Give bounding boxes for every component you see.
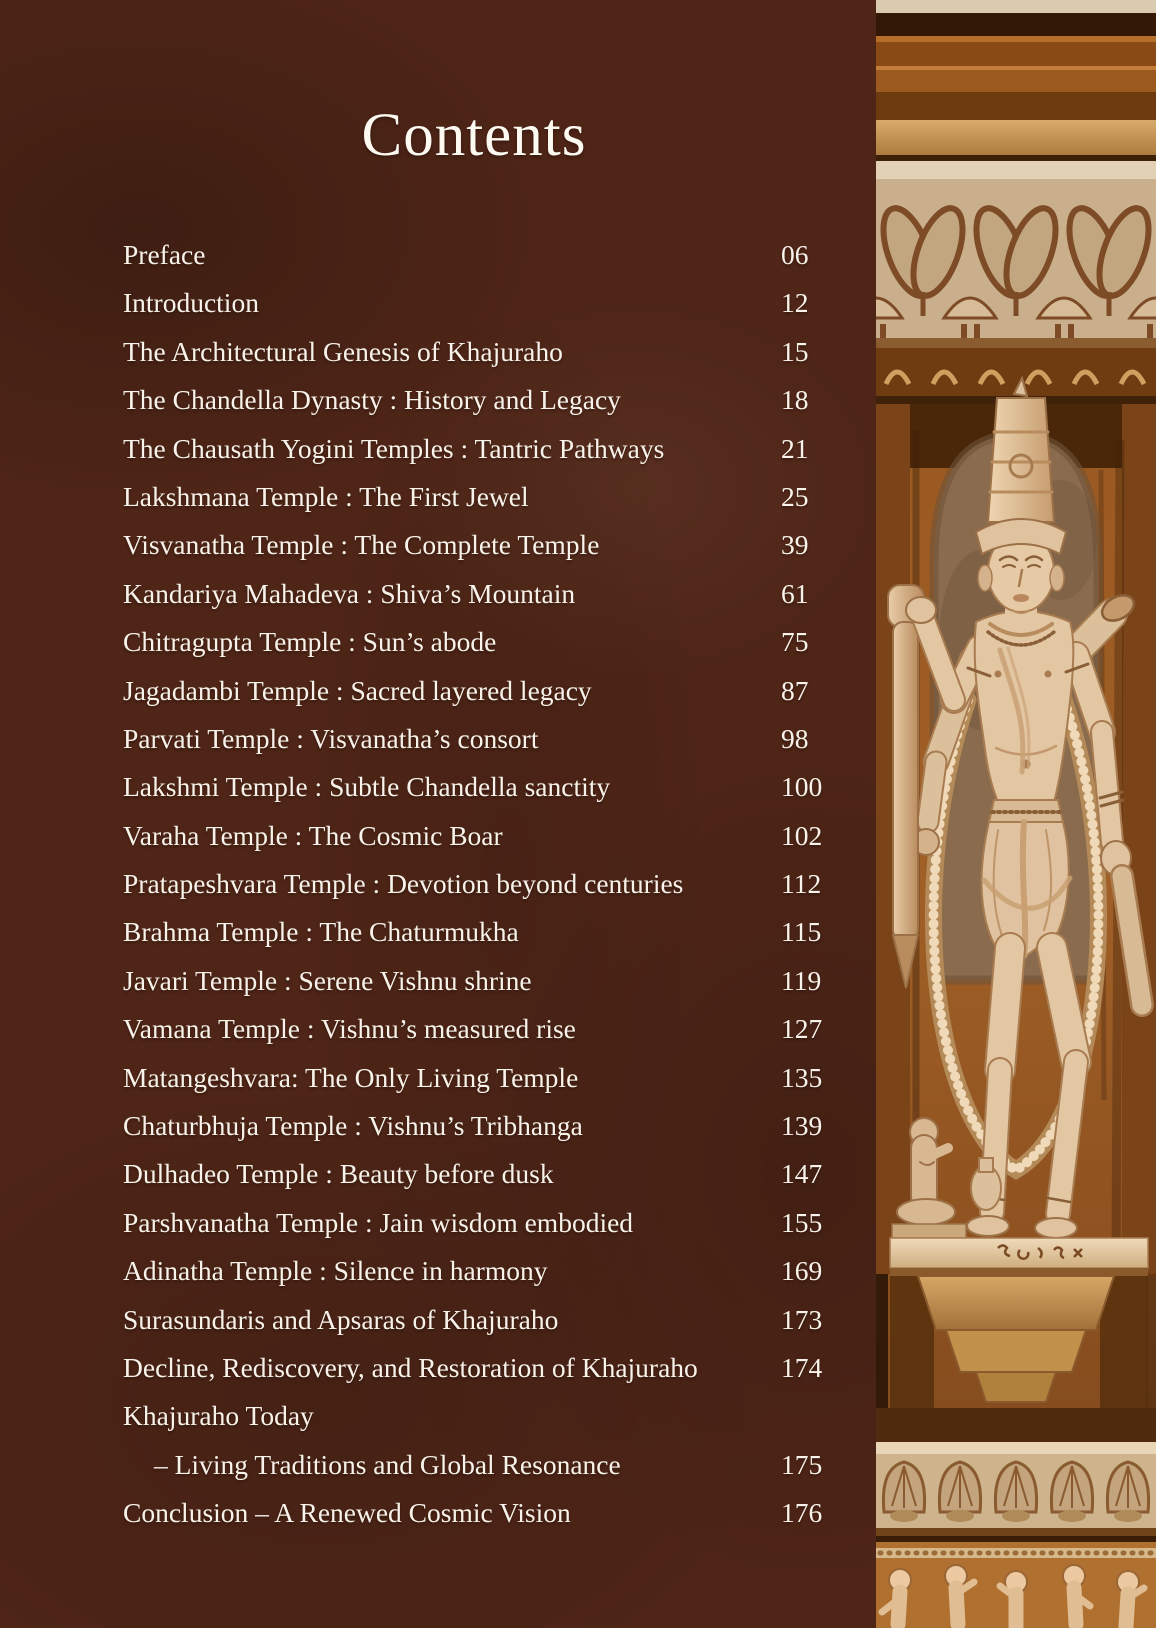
toc-entry-page-number: 127 [781,1013,823,1045]
toc-entry-label: Vamana Temple : Vishnu’s measured rise [123,1013,576,1045]
toc-entry-label: Adinatha Temple : Silence in harmony [123,1255,548,1287]
toc-entry-label: Jagadambi Temple : Sacred layered legacy [123,674,592,706]
toc-entry-label: – Living Traditions and Global Resonance [154,1448,621,1480]
toc-entry-label: Surasundaris and Apsaras of Khajuraho [123,1303,559,1335]
toc-entry [123,1199,825,1247]
toc-entry [123,957,825,1005]
toc-entry-label: Chaturbhuja Temple : Vishnu’s Tribhanga [123,1110,583,1142]
toc-entry-page-number: 135 [781,1061,823,1093]
toc-entry-label: Matangeshvara: The Only Living Temple [123,1061,579,1093]
toc-entry [123,231,825,279]
toc-entry [123,1489,825,1537]
toc-entry-page-number: 174 [781,1351,823,1383]
top-moldings [876,13,1156,161]
toc-entry-page-number: 147 [781,1158,823,1190]
toc-entry-label: Dulhadeo Temple : Beauty before dusk [123,1158,554,1190]
toc-entry [123,521,825,569]
toc-entry-label: Decline, Rediscovery, and Restoration of Khajuraho [123,1351,698,1383]
toc-entry-page-number: 87 [781,674,809,706]
toc-entry [123,763,825,811]
toc-entry [123,1392,825,1440]
toc-entry-page-number: 115 [781,916,822,948]
toc-entry-label: Lakshmi Temple : Subtle Chandella sanctity [123,771,611,803]
toc-entry-label: The Chausath Yogini Temples : Tantric Pathways [123,432,665,464]
toc-entry-label: Parvati Temple : Visvanatha’s consort [123,722,539,754]
toc-entry [123,1441,825,1489]
toc-entry [123,328,825,376]
toc-entry [123,715,825,763]
page-title: Contents [361,102,587,169]
toc-entry-page-number: 25 [781,480,809,512]
leaf-frieze [876,161,1156,348]
toc-entry-label: Chitragupta Temple : Sun’s abode [123,626,497,658]
toc-entry [123,1296,825,1344]
toc-entry [123,570,825,618]
toc-entry [123,1247,825,1295]
toc-entry-label: Brahma Temple : The Chaturmukha [123,916,519,948]
toc-entry-page-number: 112 [781,868,822,900]
toc-entry-page-number: 173 [781,1303,823,1335]
toc-entry-page-number: 21 [781,432,809,464]
toc-entry-page-number: 75 [781,626,809,658]
toc-entry-label: The Architectural Genesis of Khajuraho [123,335,563,367]
toc-entry-page-number: 39 [781,529,809,561]
lotus-frieze [876,1442,1156,1536]
toc-entry-page-number: 155 [781,1206,823,1238]
toc-entry-label: Pratapeshvara Temple : Devotion beyond centuries [123,868,684,900]
figures-frieze [876,1536,1156,1628]
toc-entry-page-number: 61 [781,577,809,609]
toc-entry-label: Khajuraho Today [123,1400,314,1432]
toc-entry-page-number: 169 [781,1255,823,1287]
toc-entry-label: Varaha Temple : The Cosmic Boar [123,819,503,851]
toc-entry [123,812,825,860]
toc-entry-label: Introduction [123,287,259,319]
toc-entry-label: Conclusion – A Renewed Cosmic Vision [123,1497,571,1529]
toc-entry-page-number: 176 [781,1497,823,1529]
toc-entry [123,376,825,424]
toc-entry-page-number: 175 [781,1448,823,1480]
toc-entry [123,1054,825,1102]
toc-list [123,231,825,1538]
toc-entry-page-number: 102 [781,819,823,851]
toc-entry [123,1344,825,1392]
toc-entry [123,860,825,908]
toc-entry [123,667,825,715]
toc-entry-page-number: 06 [781,239,809,270]
scroll-band [876,348,1156,404]
toc-entry-page-number: 15 [781,335,809,367]
mace [888,585,924,988]
toc-entry-page-number: 98 [781,722,809,754]
toc-entry [123,618,825,666]
toc-entry [123,1005,825,1053]
toc-entry-label: Visvanatha Temple : The Complete Temple [123,529,600,561]
toc-entry-page-number: 119 [781,964,822,996]
toc-entry [123,1150,825,1198]
toc-entry-page-number: 18 [781,384,809,416]
toc-entry-label: Preface [123,239,206,270]
pedestal [890,1238,1148,1408]
toc-entry-label: Lakshmana Temple : The First Jewel [123,480,529,512]
toc-entry-label: Kandariya Mahadeva : Shiva’s Mountain [123,577,576,609]
toc-entry-label: Parshvanatha Temple : Jain wisdom embodied [123,1206,634,1238]
table-of-contents [123,0,825,1628]
toc-entry-page-number: 139 [781,1110,823,1142]
toc-entry [123,473,825,521]
toc-entry [123,425,825,473]
toc-entry-page-number: 12 [781,287,809,319]
temple-sculpture-photo [876,0,1156,1628]
toc-entry [123,279,825,327]
toc-entry [123,908,825,956]
toc-entry [123,1102,825,1150]
toc-entry-label: Javari Temple : Serene Vishnu shrine [123,964,532,996]
toc-entry-page-number: 100 [781,771,823,803]
toc-entry-label: The Chandella Dynasty : History and Legacy [123,384,621,416]
